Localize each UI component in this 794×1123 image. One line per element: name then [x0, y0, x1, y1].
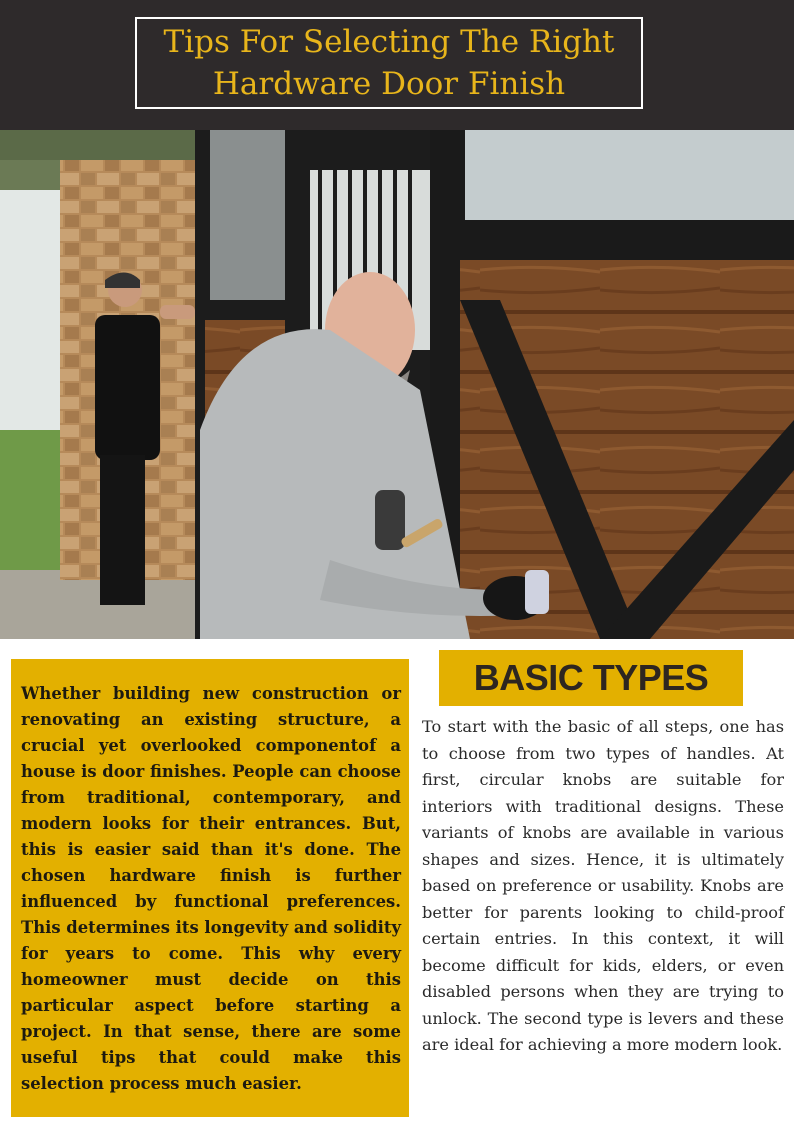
- intro-box: [11, 659, 409, 1117]
- basic-types-section: [422, 714, 784, 1059]
- basic-types-banner: [439, 650, 743, 706]
- header-bar: [0, 0, 794, 130]
- title-box: [135, 17, 643, 109]
- hero-photo: [0, 130, 794, 639]
- photo-illustration: [0, 130, 794, 639]
- basic-types-heading: BASIC TYPES: [473, 657, 709, 698]
- intro-text: Whether building new construction or renovating an existing structure, a crucial yet overlooked componentof a house is door finishes. People can choose from traditional, contemporary, and modern looks for their entrances. But, this is easier said than it's done. The chosen hardware finish is further influenced by functional preferences. This determines its longevity and solidity for years to come. This why every homeowner must decide on this particular aspect before starting a project. In that sense, there are some useful tips that could make this selection process much easier.: [21, 684, 401, 1093]
- basic-types-text: To start with the basic of all steps, one has to choose from two types of handles. At first, circular knobs are suitable for interiors with traditional designs. These variants of knobs are available in various shapes and sizes. Hence, it is ultimately based on preference or usability. Knobs are better for parents looking to child-proof certain entries. In this context, it will become difficult for kids, elders, or even disabled persons when they are trying to unlock. The second type is levers and these are ideal for achieving a more modern look.: [422, 717, 784, 1054]
- page-title: Tips For Selecting The Right Hardware Door Finish: [163, 24, 615, 102]
